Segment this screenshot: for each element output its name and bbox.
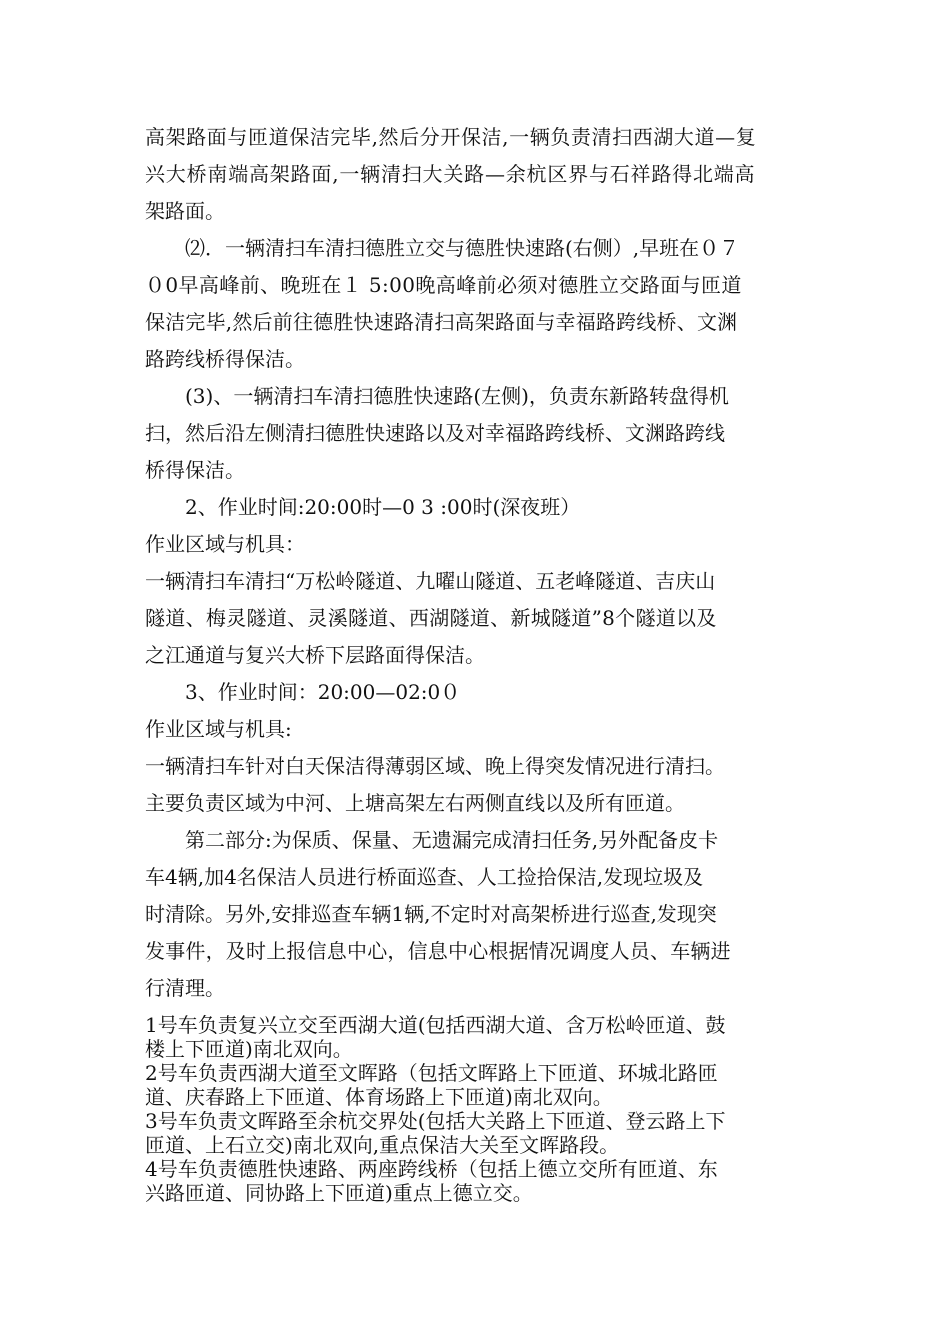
paragraph-weak-areas — [145, 748, 810, 822]
text-line: 3号车负责文晖路至余杭交界处(包括大关路上下匝道、登云路上下 — [145, 1109, 726, 1133]
text-line: 架路面。 — [145, 199, 225, 223]
text-line: 一辆清扫车针对白天保洁得薄弱区域、晚上得突发情况进行清扫。 — [145, 754, 725, 778]
text-line: 扫，然后沿左侧清扫德胜快速路以及对幸福路跨线桥、文渊路跨线 — [145, 421, 725, 445]
paragraph-tunnels — [145, 563, 810, 674]
text-line: 主要负责区域为中河、上塘高架左右两侧直线以及所有匝道。 — [145, 791, 685, 815]
label-work-area-1 — [145, 526, 810, 563]
text-line: 作业区域与机具： — [145, 532, 305, 556]
text-line: 车4辆,加4名保洁人员进行桥面巡查、人工捡拾保洁,发现垃圾及 — [145, 865, 704, 889]
text-line: 桥得保洁。 — [145, 458, 245, 482]
text-line: ０0早高峰前、晚班在１ 5:00晚高峰前必须对德胜立交路面与匝道 — [145, 273, 742, 297]
text-line: 2号车负责西湖大道至文晖路（包括文晖路上下匝道、环城北路匝 — [145, 1061, 718, 1085]
text-line: 道、庆春路上下匝道、体育场路上下匝道)南北双向。 — [145, 1085, 613, 1109]
text-line: 之江通道与复兴大桥下层路面得保洁。 — [145, 643, 485, 667]
text-line: 1号车负责复兴立交至西湖大道(包括西湖大道、含万松岭匝道、鼓 — [145, 1013, 726, 1037]
text-line: 行清理。 — [145, 976, 225, 1000]
text-line: 楼上下匝道)南北双向。 — [145, 1037, 353, 1061]
text-line: 保洁完毕,然后前往德胜快速路清扫高架路面与幸福路跨线桥、文渊 — [145, 310, 738, 334]
text-line: (3)、一辆清扫车清扫德胜快速路(左侧)，负责东新路转盘得机 — [185, 384, 729, 408]
heading-work-time-2 — [145, 489, 810, 526]
paragraph-part-two — [145, 822, 810, 1007]
paragraph-vehicle-4 — [145, 1157, 810, 1205]
text-line: 4号车负责德胜快速路、两座跨线桥（包括上德立交所有匝道、东 — [145, 1157, 718, 1181]
paragraph-desheng-right-side — [145, 230, 810, 378]
paragraph-elevated-road-cleaning — [145, 119, 810, 230]
text-line: 路跨线桥得保洁。 — [145, 347, 305, 371]
paragraph-vehicle-3 — [145, 1109, 810, 1157]
text-line: 时清除。另外,安排巡查车辆1辆,不定时对高架桥进行巡查,发现突 — [145, 902, 717, 926]
paragraph-vehicle-1 — [145, 1013, 810, 1061]
text-line: 3、作业时间：20:00—02:0０ — [185, 680, 461, 704]
text-line: 作业区域与机具: — [145, 717, 292, 741]
text-line: 2、作业时间:20:00时—0 3 :00时(深夜班） — [185, 495, 581, 519]
label-work-area-2 — [145, 711, 810, 748]
text-line: 发事件，及时上报信息中心，信息中心根据情况调度人员、车辆进 — [145, 939, 731, 963]
text-line: 高架路面与匝道保洁完毕,然后分开保洁,一辆负责清扫西湖大道—复 — [145, 125, 757, 149]
text-line: 第二部分:为保质、保量、无遗漏完成清扫任务,另外配备皮卡 — [185, 828, 719, 852]
paragraph-vehicle-2 — [145, 1061, 810, 1109]
text-line: 一辆清扫车清扫“万松岭隧道、九曜山隧道、五老峰隧道、吉庆山 — [145, 569, 716, 593]
text-line: 隧道、梅灵隧道、灵溪隧道、西湖隧道、新城隧道”8个隧道以及 — [145, 606, 717, 630]
paragraph-desheng-left-side — [145, 378, 810, 489]
heading-work-time-3 — [145, 674, 810, 711]
text-line: ⑵．一辆清扫车清扫德胜立交与德胜快速路(右侧）,早班在０７ — [185, 236, 740, 260]
text-line: 匝道、上石立交)南北双向,重点保洁大关至文晖路段。 — [145, 1133, 620, 1157]
text-line: 兴大桥南端高架路面,一辆清扫大关路—余杭区界与石祥路得北端高 — [145, 162, 756, 186]
text-line: 兴路匝道、同协路上下匝道)重点上德立交。 — [145, 1181, 533, 1205]
